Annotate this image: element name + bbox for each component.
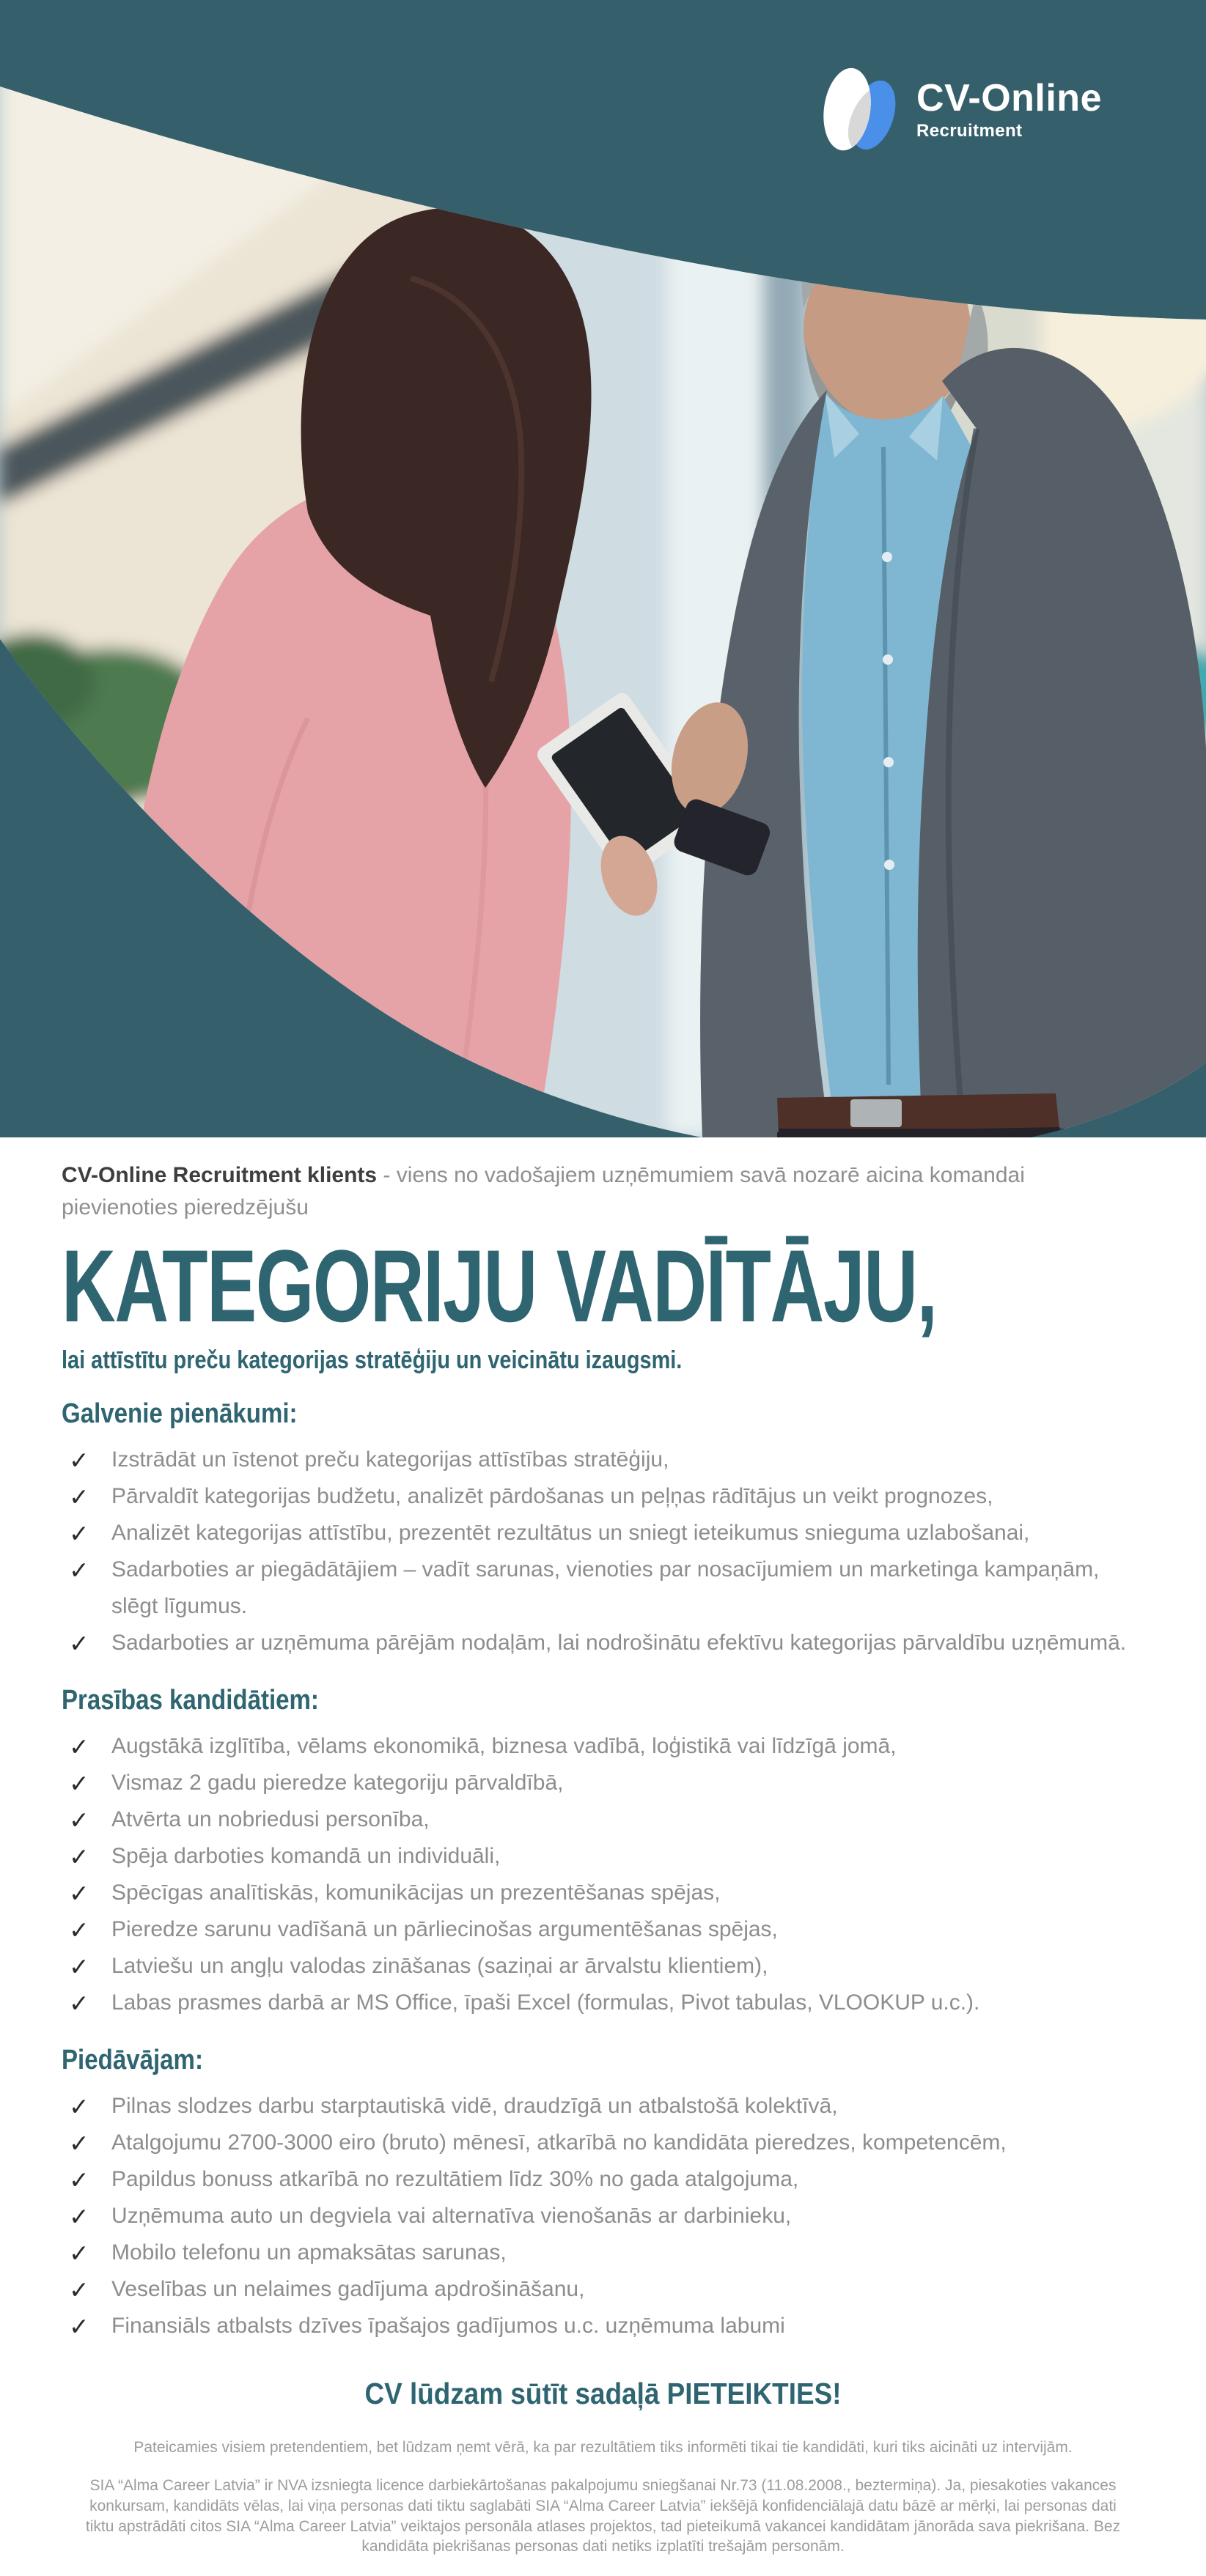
check-icon: ✓ xyxy=(69,1842,89,1870)
apply-instruction: CV lūdzam sūtīt sadaļā PIETEIKTIES! xyxy=(364,2376,842,2410)
duties-list xyxy=(62,1442,1144,1661)
list-item-text: Latviešu un angļu valodas zināšanas (saziņai ar ārvalstu klientiem), xyxy=(111,1953,768,1978)
check-icon: ✓ xyxy=(69,1769,89,1797)
list-item-text: Finansiāls atbalsts dzīves īpašajos gadījumos u.c. uzņēmuma labumi xyxy=(111,2313,785,2338)
list-item xyxy=(62,2088,1144,2125)
section-heading-requirements: Prasības kandidātiem: xyxy=(62,1684,319,1716)
list-item-text: Sadarboties ar uzņēmuma pārējām nodaļām, lai nodrošinātu efektīvu kategorijas pārvaldību uzņēmumā. xyxy=(111,1630,1127,1655)
list-item-text: Augstākā izglītība, vēlams ekonomikā, biznesa vadībā, loģistikā vai līdzīgā jomā, xyxy=(111,1733,897,1758)
check-icon: ✓ xyxy=(69,1806,89,1834)
list-item-text: Vismaz 2 gadu pieredze kategoriju pārvaldībā, xyxy=(111,1770,564,1795)
list-item-text: Atalgojumu 2700-3000 eiro (bruto) mēnesī, atkarībā no kandidāta pieredzes, kompetencēm, xyxy=(111,2130,1007,2155)
intro-text: - viens no vadošajiem uzņēmumiem savā nozarē aicina komandai pievienoties pieredzējušu xyxy=(62,1163,1025,1220)
list-item xyxy=(62,1948,1144,1985)
list-item-text: Spēcīgas analītiskās, komunikācijas un prezentēšanas spējas, xyxy=(111,1880,721,1905)
list-item xyxy=(62,1765,1144,1801)
list-item-text: Izstrādāt un īstenot preču kategorijas attīstības stratēģiju, xyxy=(111,1447,669,1472)
list-item xyxy=(62,1985,1144,2021)
offer-list xyxy=(62,2088,1144,2344)
list-item xyxy=(62,1625,1144,1661)
list-item xyxy=(62,1728,1144,1765)
logo-tagline: Recruitment xyxy=(916,121,1023,141)
list-item xyxy=(62,1478,1144,1515)
list-item xyxy=(62,1838,1144,1875)
check-icon: ✓ xyxy=(69,1952,89,1980)
check-icon: ✓ xyxy=(69,1519,89,1547)
list-item-text: Pilnas slodzes darbu starptautiskā vidē, draudzīgā un atbalstošā kolektīvā, xyxy=(111,2093,838,2118)
list-item xyxy=(62,2198,1144,2234)
check-icon: ✓ xyxy=(69,2312,89,2340)
ad-body xyxy=(0,1159,1206,2557)
list-item xyxy=(62,1801,1144,1838)
check-icon: ✓ xyxy=(69,1732,89,1760)
list-item-text: Pieredze sarunu vadīšanā un pārliecinošas argumentēšanas spējas, xyxy=(111,1916,778,1941)
cv-online-logo xyxy=(812,57,1102,167)
check-icon: ✓ xyxy=(69,2092,89,2120)
list-item xyxy=(62,2308,1144,2344)
list-item xyxy=(62,1551,1144,1625)
check-icon: ✓ xyxy=(69,2239,89,2267)
requirements-list xyxy=(62,1728,1144,2021)
section-heading-duties: Galvenie pienākumi: xyxy=(62,1398,298,1429)
check-icon: ✓ xyxy=(69,1879,89,1907)
list-item xyxy=(62,1515,1144,1551)
list-item-text: Labas prasmes darbā ar MS Office, īpaši Excel (formulas, Pivot tabulas, VLOOKUP u.c.). xyxy=(111,1990,980,2015)
fine-print-legal: SIA “Alma Career Latvia” ir NVA izsniegta licence darbiekārtošanas pakalpojumu sniegšanai Nr.73 (11.08.2008., beztermiņa). Ja, piesakoties vakances konkursam, kandidāts vēlas, lai viņa personas dati tiktu saglabāti SIA “Alma Career Latvia” iekšējā konfidenciālajā datu bāzē ar mērķi, lai personas dati tiktu apstrādāti citos SIA “Alma Career Latvia” veiktajos personāla atlases projektos, tad pieteikumā vakancei kandidātam jānorāda sava piekrišana. Bez kandidāta piekrišanas personas dati netiks izplatīti trešajām personām. xyxy=(85,2477,1121,2555)
check-icon: ✓ xyxy=(69,2276,89,2303)
list-item xyxy=(62,2271,1144,2308)
check-icon: ✓ xyxy=(69,2129,89,2157)
hero-photo xyxy=(0,0,1206,1137)
list-item xyxy=(62,2125,1144,2161)
list-item-text: Sadarboties ar piegādātājiem – vadīt sarunas, vienoties par nosacījumiem un marketinga kampaņām, slēgt līgumus. xyxy=(111,1557,1100,1618)
section-heading-offer: Piedāvājam: xyxy=(62,2044,203,2075)
check-icon: ✓ xyxy=(69,2166,89,2193)
job-subtitle: lai attīstītu preču kategorijas stratēģiju un veicinātu izaugsmi. xyxy=(62,1346,683,1374)
list-item xyxy=(62,1911,1144,1948)
logo-brand-name: CV-Online xyxy=(916,77,1102,119)
list-item-text: Spēja darboties komandā un individuāli, xyxy=(111,1843,501,1868)
list-item xyxy=(62,1875,1144,1911)
list-item-text: Veselības un nelaimes gadījuma apdrošināšanu, xyxy=(111,2276,585,2301)
list-item-text: Uzņēmuma auto un degviela vai alternatīva vienošanās ar darbinieku, xyxy=(111,2203,792,2228)
list-item-text: Pārvaldīt kategorijas budžetu, analizēt pārdošanas un peļņas rādītājus un veikt prognozes, xyxy=(111,1483,993,1508)
check-icon: ✓ xyxy=(69,1989,89,2017)
fine-print-note: Pateicamies visiem pretendentiem, bet lūdzam ņemt vērā, ka par rezultātiem tiks informēti tikai tie kandidāti, kuri tiks aicināti uz intervijām. xyxy=(133,2438,1073,2456)
check-icon: ✓ xyxy=(69,1483,89,1510)
check-icon: ✓ xyxy=(69,2202,89,2230)
list-item-text: Papildus bonuss atkarībā no rezultātiem līdz 30% no gada atalgojuma, xyxy=(111,2166,799,2191)
check-icon: ✓ xyxy=(69,1629,89,1657)
job-title: KATEGORIJU VADĪTĀJU, xyxy=(62,1228,937,1344)
list-item xyxy=(62,2234,1144,2271)
intro-client-label: CV-Online Recruitment klients xyxy=(62,1163,378,1187)
check-icon: ✓ xyxy=(69,1916,89,1944)
check-icon: ✓ xyxy=(69,1556,89,1584)
list-item xyxy=(62,2161,1144,2198)
check-icon: ✓ xyxy=(69,1446,89,1474)
list-item-text: Atvērta un nobriedusi personība, xyxy=(111,1806,430,1831)
list-item-text: Mobilo telefonu un apmaksātas sarunas, xyxy=(111,2240,507,2265)
cv-online-logo-icon xyxy=(812,57,909,167)
intro-paragraph xyxy=(62,1159,1144,1224)
list-item xyxy=(62,1442,1144,1478)
list-item-text: Analizēt kategorijas attīstību, prezentēt rezultātus un sniegt ieteikumus snieguma uzlabošanai, xyxy=(111,1520,1030,1545)
hero-banner xyxy=(0,0,1206,1137)
